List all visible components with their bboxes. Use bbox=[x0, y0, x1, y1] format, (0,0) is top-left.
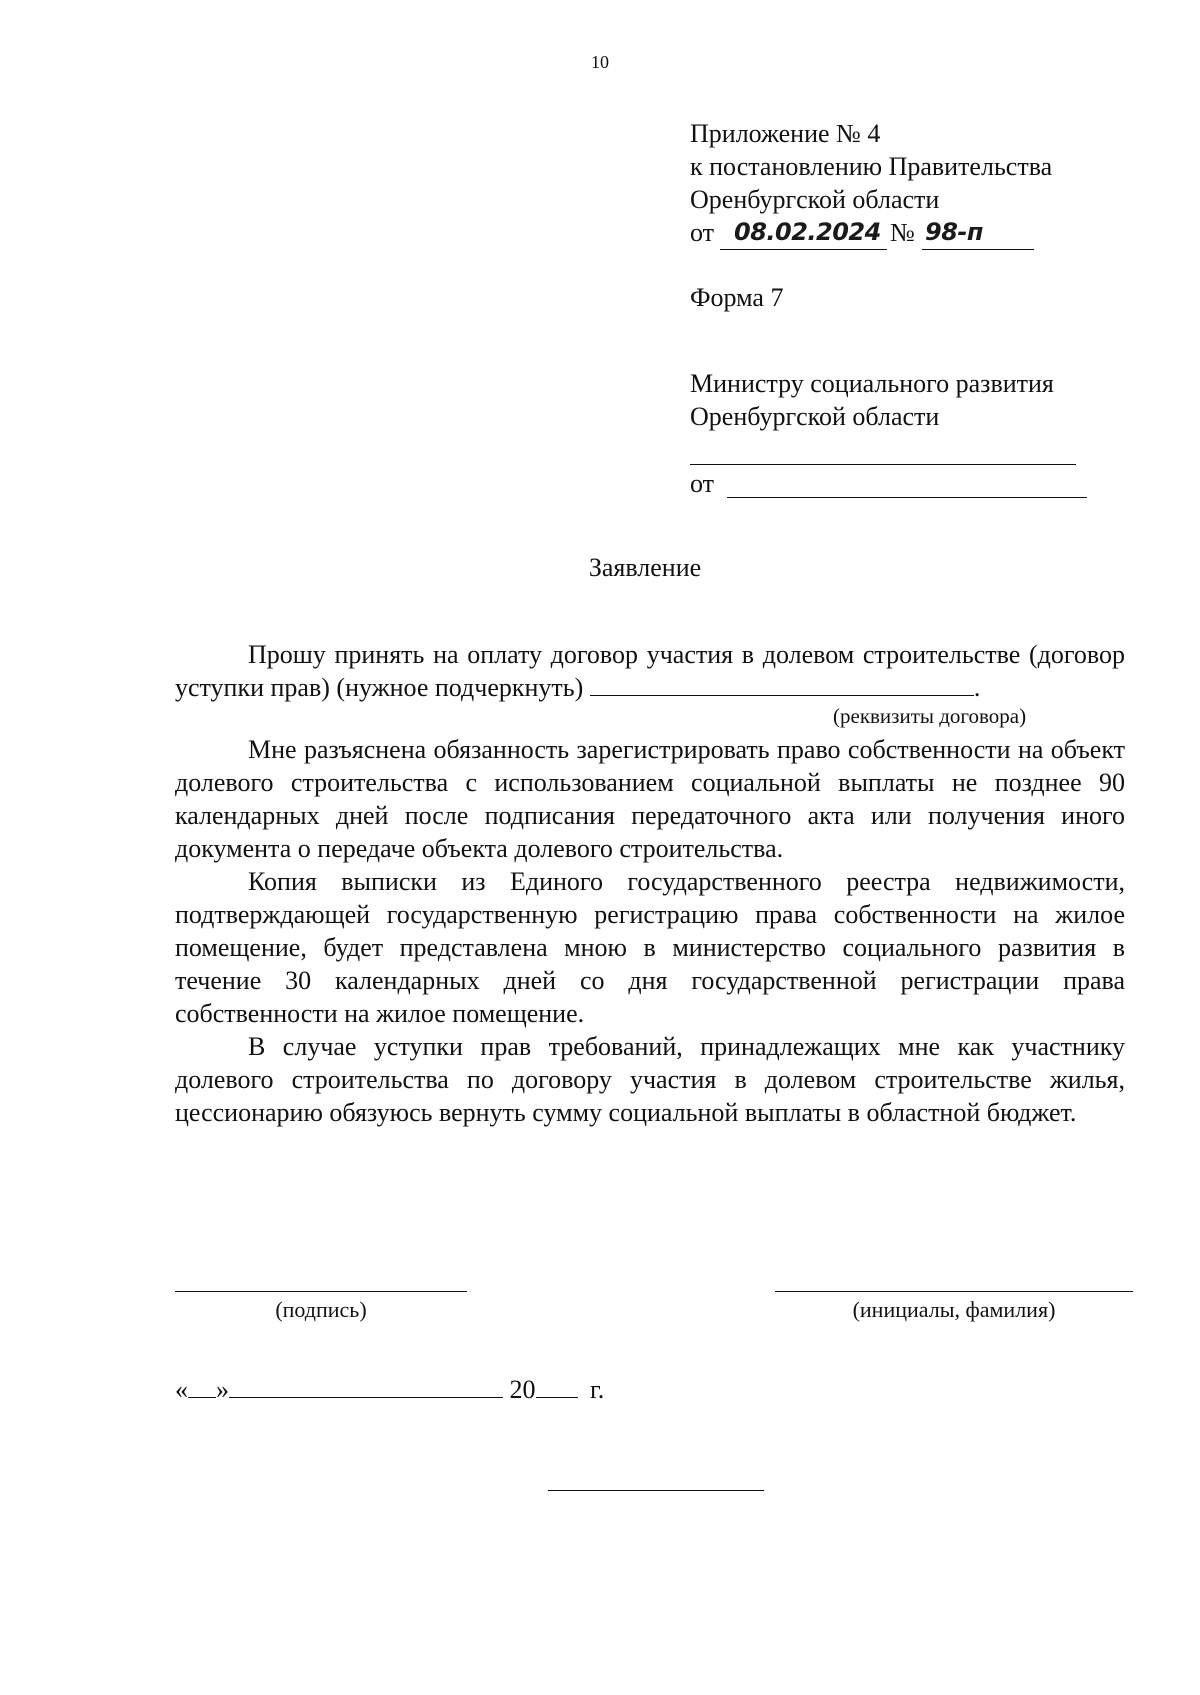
paragraph-2: Мне разъяснена обязанность зарегистрировать право собственности на объект долевого строительства с использованием социальной выплаты не позднее 90 календарных дней после подписания передаточного акта или получения иного документа о передаче объекта долевого строительства. bbox=[175, 735, 1125, 863]
contract-details-blank bbox=[590, 673, 974, 696]
end-separator-line bbox=[548, 1490, 764, 1491]
year-prefix: 20 bbox=[509, 1375, 536, 1404]
day-blank bbox=[188, 1397, 216, 1398]
date-open-quote: « bbox=[175, 1375, 188, 1404]
form-label: Форма 7 bbox=[690, 283, 784, 312]
addressee-line-1: Министру социального развития bbox=[690, 369, 1054, 398]
appendix-line-2: к постановлению Правительства bbox=[690, 152, 1053, 181]
page-number: 10 bbox=[591, 52, 609, 72]
paragraph-1-text: Прошу принять на оплату договор участия в долевом строительстве (договор уступки прав) (нужное подчеркнуть) bbox=[175, 640, 1125, 702]
paragraph-1 bbox=[175, 638, 1125, 704]
number-underline bbox=[922, 249, 1034, 250]
addressee-line-2: Оренбургской области bbox=[690, 402, 940, 431]
date-row bbox=[175, 1375, 604, 1405]
appendix-header bbox=[690, 117, 1052, 254]
date-underline bbox=[720, 249, 887, 250]
signature-caption: (подпись) bbox=[275, 1297, 367, 1322]
paragraph-4: В случае уступки прав требований, принадлежащих мне как участнику долевого строительства по договору участия в долевом строительстве жилья, цессионарию обязуюсь вернуть сумму социальной выплаты в областной бюджет. bbox=[175, 1032, 1125, 1127]
date-close-quote: » bbox=[216, 1375, 229, 1404]
appendix-line-1: Приложение № 4 bbox=[690, 119, 881, 148]
paragraph-1-end: . bbox=[973, 673, 981, 702]
from-blank-line bbox=[727, 497, 1087, 498]
from-label: от bbox=[690, 469, 715, 498]
year-blank bbox=[536, 1397, 578, 1398]
name-line bbox=[775, 1291, 1133, 1292]
name-caption: (инициалы, фамилия) bbox=[852, 1297, 1056, 1322]
appendix-from-prefix: от bbox=[690, 218, 715, 247]
document-body bbox=[175, 638, 1125, 1129]
month-blank bbox=[229, 1397, 503, 1398]
paragraph-3: Копия выписки из Единого государственного реестра недвижимости, подтверждающей государственную регистрацию права собственности на жилое помещение, будет представлена мною в министерство социального развития в течение 30 календарных дней со дня государственной регистрации права собственности на жилое помещение. bbox=[175, 867, 1125, 1028]
number-sign: № bbox=[890, 218, 915, 247]
addressee-blank-line bbox=[690, 464, 1076, 465]
year-suffix: г. bbox=[590, 1375, 605, 1404]
handwritten-date: 08.02.2024 bbox=[734, 218, 881, 246]
handwritten-number: 98-п bbox=[925, 218, 983, 246]
document-title: Заявление bbox=[588, 553, 702, 582]
signature-line bbox=[175, 1291, 467, 1292]
addressee bbox=[690, 367, 1054, 433]
contract-details-caption: (реквизиты договора) bbox=[833, 704, 1027, 728]
appendix-line-3: Оренбургской области bbox=[690, 185, 940, 214]
appendix-date-row bbox=[690, 216, 1052, 254]
